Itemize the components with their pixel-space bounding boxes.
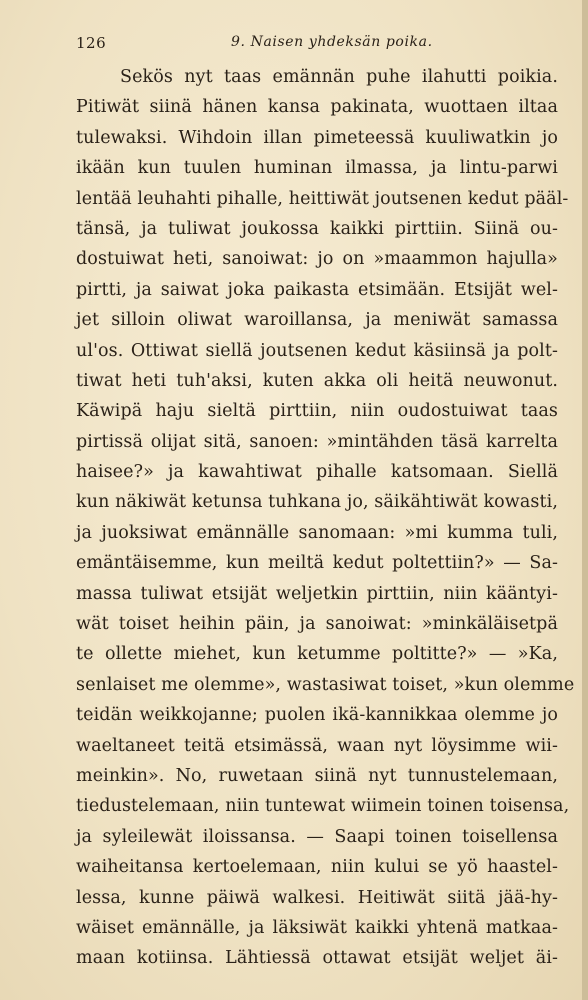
text-line: lessa, kunne päiwä walkesi. Heitiwät siitä jää-hy-	[76, 887, 558, 908]
text-line: pirtti, ja saiwat joka paikasta etsimään. Etsijät wel-	[76, 279, 558, 300]
text-line: Sekös nyt taas emännän puhe ilahutti poikia.	[120, 67, 558, 87]
text-line: ikään kun tuulen huminan ilmassa, ja lintu-parwi	[76, 158, 558, 179]
page-header	[76, 34, 556, 56]
text-line: te ollette miehet, kun ketumme poltitte?» — »Ka,	[76, 644, 558, 665]
text-line: kun näkiwät ketunsa tuhkana jo, säikähtiwät kowasti,	[76, 492, 558, 513]
text-line: waeltaneet teitä etsimässä, waan nyt löysimme wii-	[76, 735, 558, 756]
text-line: ul'os. Ottiwat siellä joutsenen kedut käsiinsä ja polt-	[76, 340, 558, 361]
text-line: lentää leuhahti pihalle, heittiwät joutsenen kedut pääl-	[76, 188, 569, 209]
text-line: meinkin». No, ruwetaan siinä nyt tunnustelemaan,	[76, 765, 558, 786]
text-line: tulewaksi. Wihdoin illan pimeteessä kuuliwatkin jo	[76, 127, 558, 148]
text-line: Pitiwät siinä hänen kansa pakinata, wuottaen iltaa	[76, 97, 558, 118]
text-line: wät toiset heihin päin, ja sanoiwat: »minkäläisetpä	[76, 614, 558, 635]
text-line: tänsä, ja tuliwat joukossa kaikki pirttiin. Siinä ou-	[76, 218, 558, 239]
text-line: jet silloin oliwat waroillansa, ja meniwät samassa	[76, 310, 558, 331]
text-line: ja syleilewät iloissansa. — Saapi toinen toisellensa	[76, 826, 558, 847]
text-line: tiedustelemaan, niin tuntewat wiimein toinen toisensa,	[76, 796, 570, 817]
text-line: dostuiwat heti, sanoiwat: jo on »maammon hajulla»	[76, 249, 558, 270]
text-line: waiheitansa kertoelemaan, niin kului se yö haastel-	[76, 857, 558, 878]
text-line: ja juoksiwat emännälle sanomaan: »mi kumma tuli,	[76, 522, 558, 543]
text-line: emäntäisemme, kun meiltä kedut poltettiin?» — Sa-	[76, 553, 558, 574]
text-line: haisee?» ja kawahtiwat pihalle katsomaan. Siellä	[76, 462, 558, 483]
running-title: 9. Naisen yhdeksän poika.	[231, 34, 433, 50]
text-line: tiwat heti tuh'aksi, kuten akka oli heitä neuwonut.	[76, 370, 558, 391]
text-line: massa tuliwat etsijät weljetkin pirttiin, niin kääntyi-	[76, 583, 558, 604]
text-line: teidän weikkojanne; puolen ikä-kannikkaa olemme jo	[76, 705, 558, 726]
text-line: pirtissä olijat sitä, sanoen: »mintähden täsä karrelta	[76, 431, 558, 452]
page-number: 126	[76, 34, 107, 52]
body-text	[76, 62, 575, 974]
text-line: senlaiset me olemme», wastasiwat toiset, »kun olemme	[76, 674, 575, 695]
text-line: wäiset emännälle, ja läksiwät kaikki yhtenä matkaa-	[76, 917, 558, 938]
text-line: Käwipä haju sieltä pirttiin, niin oudostuiwat taas	[76, 401, 558, 422]
text-line: maan kotiinsa. Lähtiessä ottawat etsijät weljet äi-	[76, 948, 558, 969]
